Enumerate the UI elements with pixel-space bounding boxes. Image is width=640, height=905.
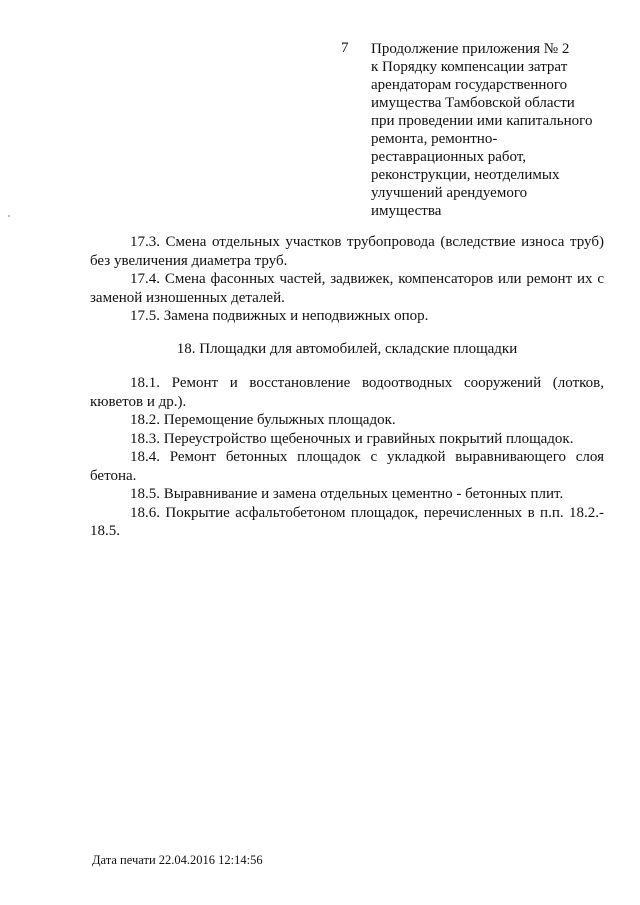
page-number: 7	[341, 40, 349, 56]
header-line: к Порядку компенсации затрат	[371, 59, 568, 75]
item-17-4: 17.4. Смена фасонных частей, задвижек, компенсаторов или ремонт их с заменой изношенных деталей.	[90, 271, 604, 306]
header-line: имущества Тамбовской области	[371, 95, 575, 111]
header-line: реконструкции, неотделимых	[371, 167, 560, 183]
scan-margin-mark	[8, 215, 10, 217]
item-18-3: 18.3. Переустройство щебеночных и гравийных покрытий площадок.	[130, 430, 574, 447]
header-line: реставрационных работ,	[371, 149, 527, 165]
item-17-3: 17.3. Смена отдельных участков трубопровода (вследствие износа труб) без увеличения диаметра труб.	[90, 234, 604, 269]
item-18-4: 18.4. Ремонт бетонных площадок с укладкой выравнивающего слоя бетона.	[90, 449, 604, 484]
item-17-5: 17.5. Замена подвижных и неподвижных опор.	[130, 308, 429, 324]
section-18-title: 18. Площадки для автомобилей, складские площадки	[176, 340, 518, 357]
item-18-1: 18.1. Ремонт и восстановление водоотводных сооружений (лотков, кюветов и др.).	[90, 375, 604, 410]
header-line: улучшений арендуемого	[371, 185, 528, 201]
header-line: имущества	[371, 203, 442, 219]
item-18-6: 18.6. Покрытие асфальтобетоном площадок, перечисленных в п.п. 18.2.- 18.5.	[90, 504, 604, 539]
item-18-5: 18.5. Выравнивание и замена отдельных цементно - бетонных плит.	[130, 486, 564, 502]
appendix-header	[371, 40, 621, 220]
document-body	[90, 233, 604, 541]
header-line: Продолжение приложения № 2	[371, 41, 570, 57]
print-date-footer: Дата печати 22.04.2016 12:14:56	[92, 853, 263, 867]
item-18-2: 18.2. Перемощение булыжных площадок.	[130, 412, 396, 428]
header-line: ремонта, ремонтно-	[371, 131, 498, 147]
header-line: арендаторам государственного	[371, 77, 568, 93]
header-line: при проведении ими капитального	[371, 113, 593, 129]
